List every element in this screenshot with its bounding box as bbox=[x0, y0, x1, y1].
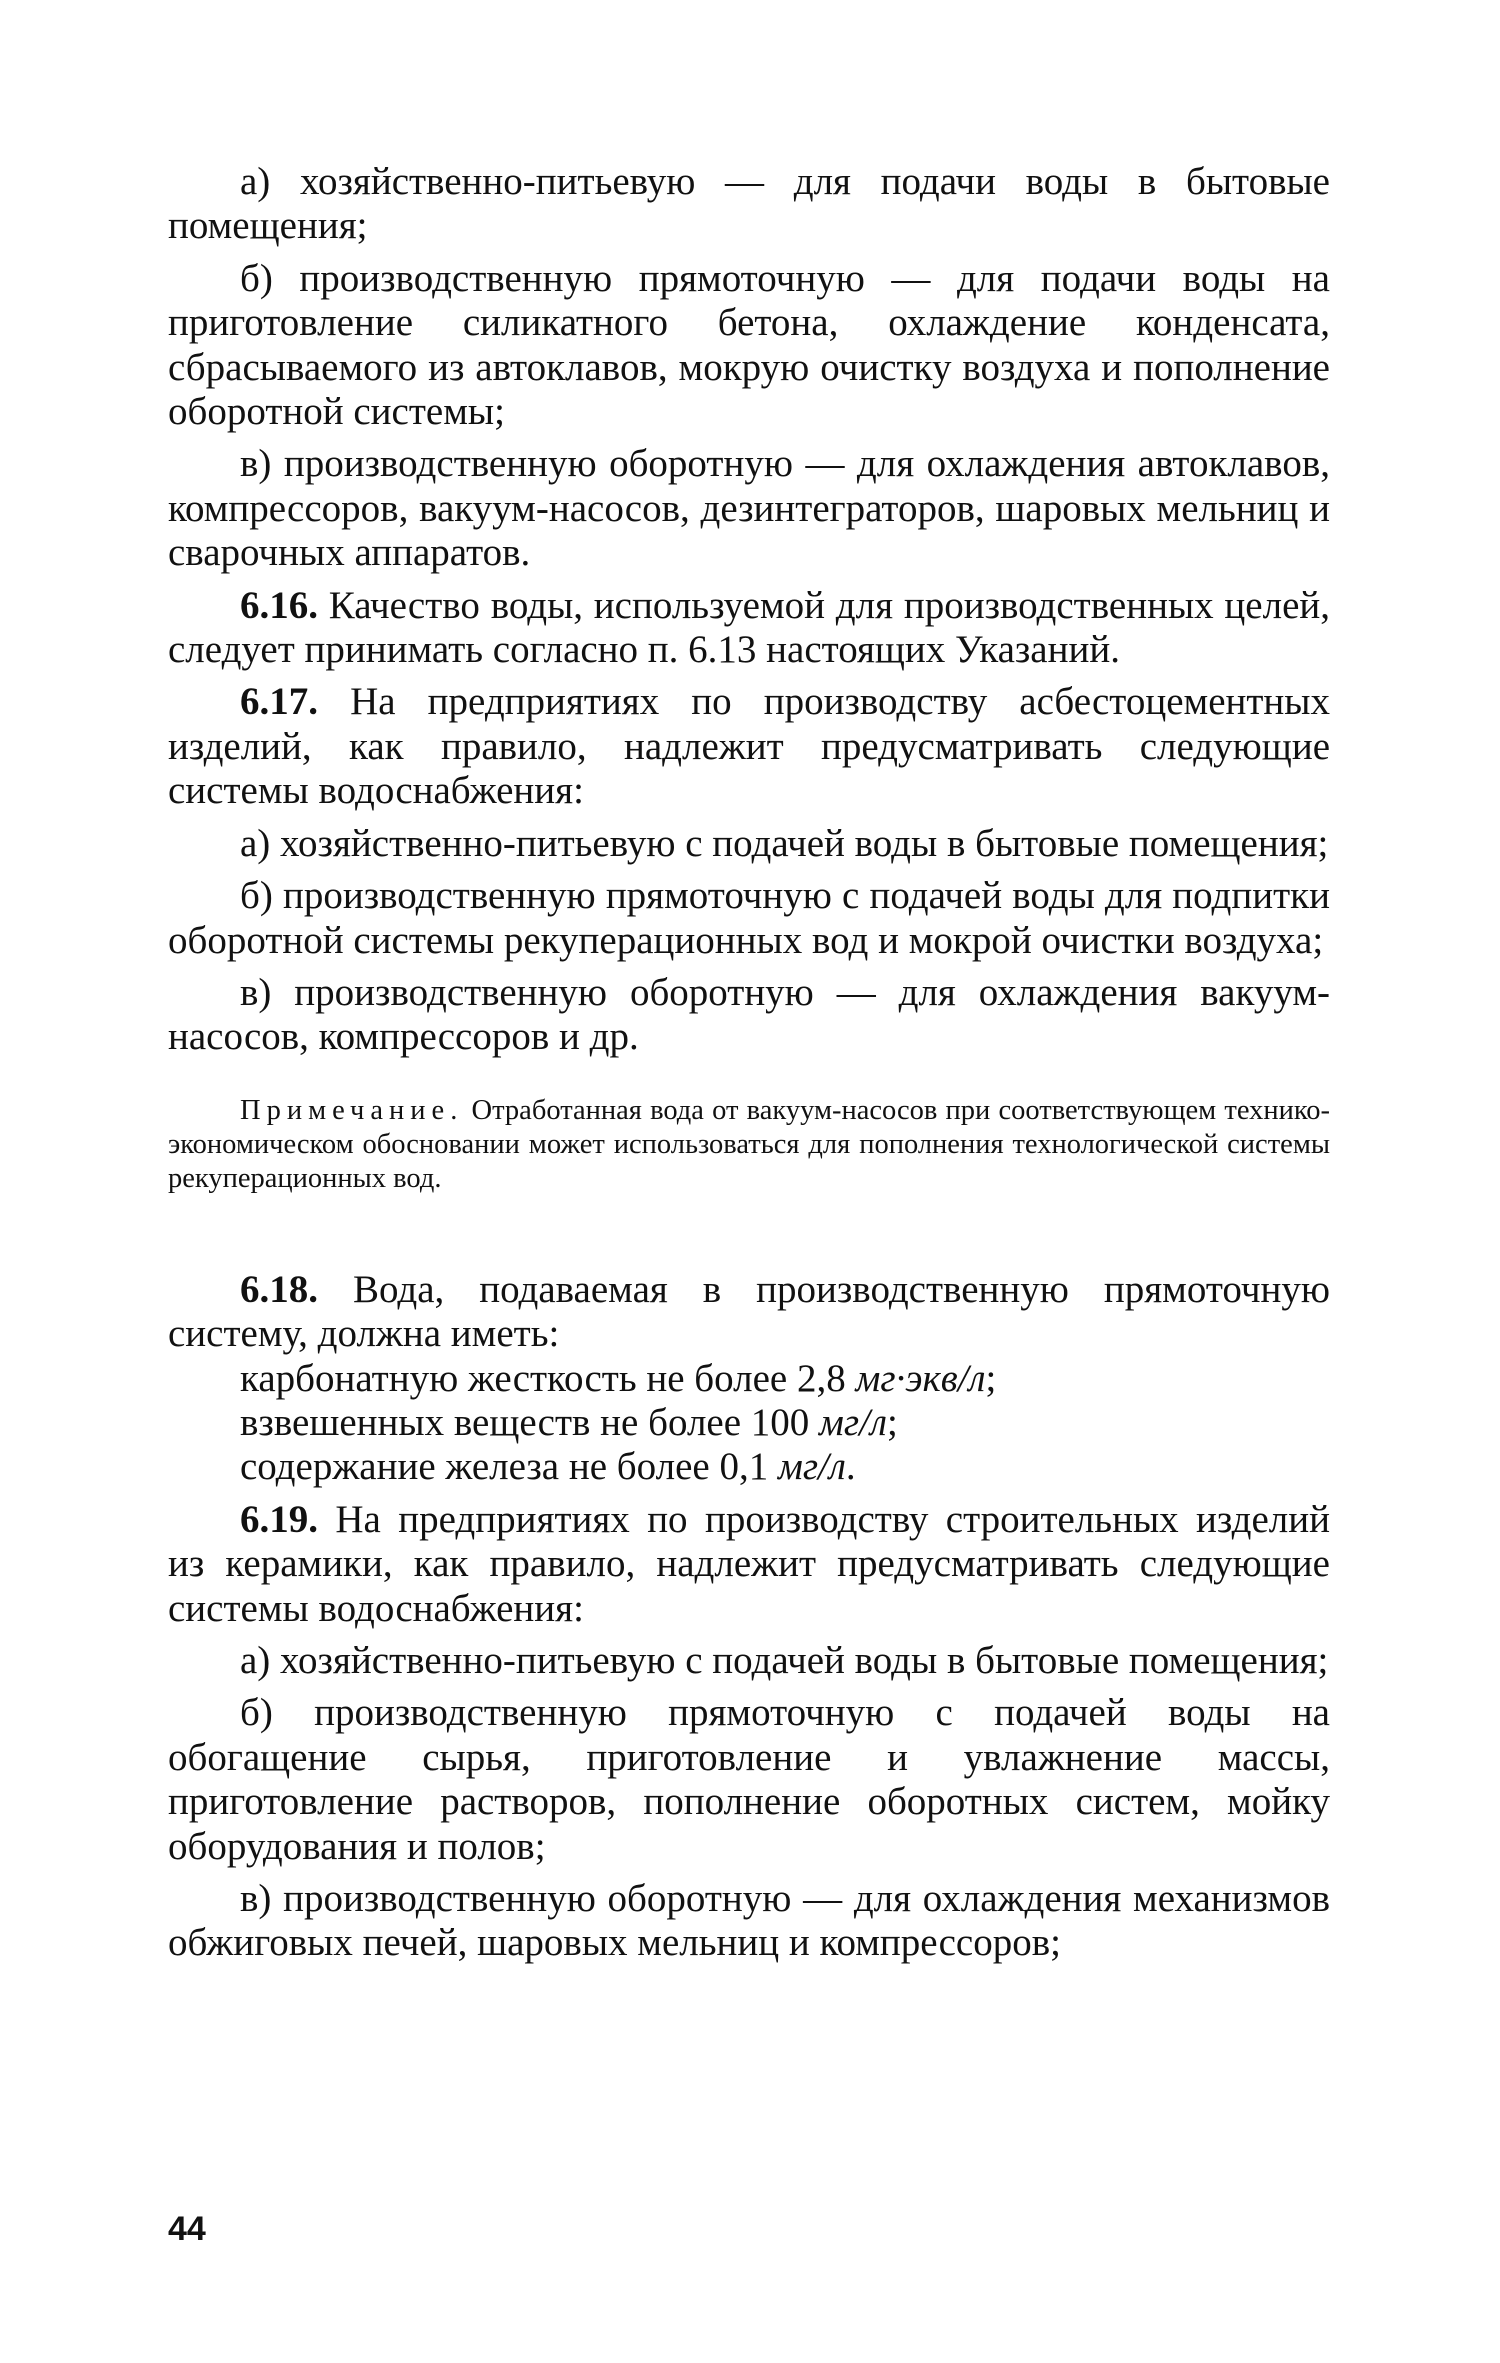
item-b-direct-flow: б) производственную прямоточную — для подачи воды на приготовление силикатного бетона, охлаждение конденсата, сбрасываемого из автоклавов, мокрую очистку воздуха и пополнение оборотной системы; bbox=[168, 256, 1330, 434]
note bbox=[168, 1094, 1330, 1196]
item-c-recycling: в) производственную оборотную — для охлаждения вакуум-насосов, компрессоров и др. bbox=[168, 970, 1330, 1059]
requirement-suspended-solids: взвешенных веществ не более 100 мг/л; bbox=[240, 1400, 898, 1444]
item-a-drinking: а) хозяйственно-питьевую с подачей воды в бытовые помещения; bbox=[240, 821, 1329, 865]
item-a-drinking: а) хозяйственно-питьевую — для подачи воды в бытовые помещения; bbox=[168, 160, 1330, 248]
item-a-drinking: а) хозяйственно-питьевую с подачей воды в бытовые помещения; bbox=[240, 1638, 1329, 1682]
section-6-18: 6.18. Вода, подаваемая в производственную прямоточную систему, должна иметь: bbox=[168, 1267, 1330, 1356]
requirement-iron: содержание железа не более 0,1 мг/л. bbox=[240, 1445, 856, 1489]
section-number: 6.17. bbox=[240, 680, 318, 724]
section-number: 6.18. bbox=[240, 1267, 318, 1311]
item-c-recycling: в) производственную оборотную — для охлаждения автоклавов, компрессоров, вакуум-насосов, дезинтеграторов, шаровых мельниц и сварочных аппаратов. bbox=[168, 442, 1330, 575]
section-6-17: 6.17. На предприятиях по производству асбестоцементных изделий, как правило, надлежит предусматривать следующие системы водоснабжения: bbox=[168, 680, 1331, 813]
water-requirements bbox=[168, 1357, 1330, 1490]
section-6-16: 6.16. Качество воды, используемой для производственных целей, следует принимать согласно п. 6.13 настоящих Указаний. bbox=[168, 583, 1330, 672]
section-6-19: 6.19. На предприятиях по производству строительных изделий из керамики, как правило, надлежит предусматривать следующие системы водоснабжения: bbox=[168, 1497, 1330, 1630]
item-b-direct-flow: б) производственную прямоточную с подачей воды для подпитки оборотной системы рекуперационных вод и мокрой очистки воздуха; bbox=[168, 874, 1330, 962]
item-c-recycling: в) производственную оборотную — для охлаждения механизмов обжиговых печей, шаровых мельниц и компрессоров; bbox=[168, 1877, 1330, 1965]
section-number: 6.16. bbox=[240, 583, 318, 627]
item-b-direct-flow: б) производственную прямоточную с подачей воды на обогащение сырья, приготовление и увлажнение массы, приготовление растворов, пополнение оборотных систем, мойку оборудования и полов; bbox=[168, 1691, 1330, 1868]
requirement-hardness: карбонатную жесткость не более 2,8 мг·экв/л; bbox=[240, 1356, 997, 1400]
page-text bbox=[168, 160, 1330, 1966]
section-number: 6.19. bbox=[240, 1497, 318, 1541]
note-label: Примечание. bbox=[240, 1094, 464, 1126]
note-text: Отработанная вода от вакуум-насосов при соответствующем технико-экономическом обосновании может использоваться для пополнения технологической системы рекуперационных вод. bbox=[168, 1094, 1331, 1194]
page-number: 44 bbox=[168, 2210, 206, 2248]
